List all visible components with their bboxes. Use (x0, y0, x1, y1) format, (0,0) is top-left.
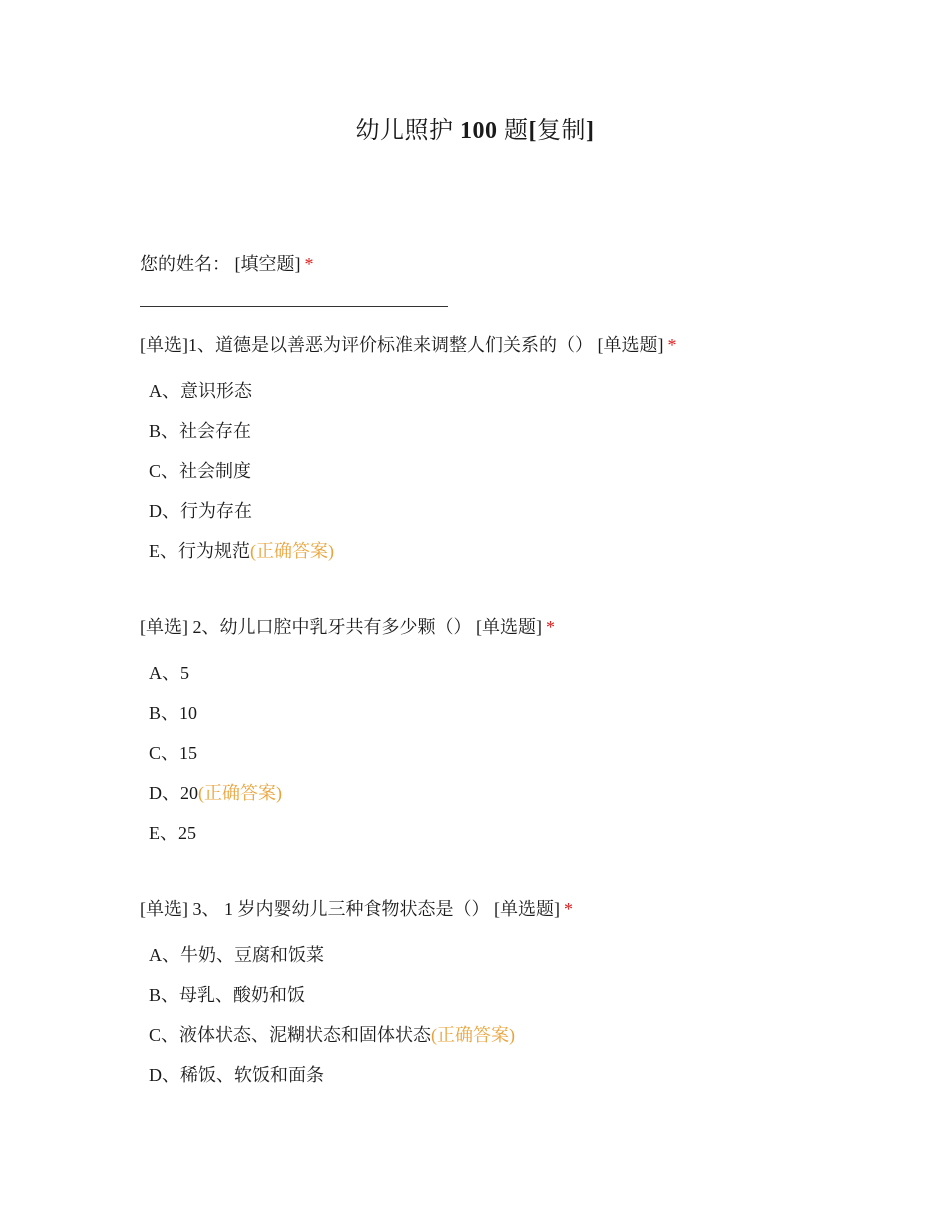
option-label: D、行为存在 (149, 501, 252, 521)
name-answer-line[interactable] (140, 306, 448, 307)
title-text-suffix: 题 (497, 118, 529, 144)
title-number: 100 (460, 118, 498, 144)
page-title (0, 110, 950, 145)
question-text: [单选]1、道德是以善恶为评价标准来调整人们关系的（） (140, 335, 593, 355)
correct-answer-mark: (正确答案) (198, 783, 282, 803)
option-label: B、母乳、酸奶和饭 (149, 985, 306, 1005)
q1-option-d[interactable] (149, 500, 252, 522)
option-label: E、行为规范 (149, 541, 250, 561)
option-label: A、牛奶、豆腐和饭菜 (149, 945, 324, 965)
question-type: [单选题] (494, 899, 560, 919)
option-label: D、20 (149, 783, 198, 803)
required-mark: * (564, 899, 573, 919)
option-label: D、稀饭、软饭和面条 (149, 1065, 324, 1085)
required-mark: * (304, 254, 314, 274)
option-label: E、25 (149, 823, 196, 843)
question-2 (140, 616, 555, 638)
required-mark: * (546, 617, 555, 637)
q1-option-a[interactable] (149, 380, 252, 402)
title-bracket-close: ] (586, 118, 595, 144)
q3-option-d[interactable] (149, 1064, 324, 1086)
title-bracket-open: [ (528, 118, 537, 144)
correct-answer-mark: (正确答案) (250, 541, 334, 561)
q1-option-c[interactable] (149, 460, 251, 482)
option-label: A、5 (149, 663, 189, 683)
question-text: [单选] 2、幼儿口腔中乳牙共有多少颗（） (140, 617, 472, 637)
title-text: 幼儿照护 (355, 118, 460, 144)
question-type: [单选题] (597, 335, 664, 355)
question-type: [单选题] (476, 617, 542, 637)
q2-option-e[interactable] (149, 822, 196, 844)
q3-option-b[interactable] (149, 984, 305, 1006)
question-text: [单选] 3、 1 岁内婴幼儿三种食物状态是（） (140, 899, 490, 919)
option-label: B、社会存在 (149, 421, 252, 441)
question-3 (140, 898, 573, 920)
q3-option-a[interactable] (149, 944, 324, 966)
q1-option-e[interactable] (149, 540, 334, 562)
q3-option-c[interactable] (149, 1024, 515, 1046)
correct-answer-mark: (正确答案) (431, 1025, 516, 1045)
q2-option-d[interactable] (149, 782, 282, 804)
q2-option-b[interactable] (149, 702, 197, 724)
required-mark: * (667, 335, 677, 355)
question-type: [填空题] (234, 254, 301, 274)
option-label: C、社会制度 (149, 461, 252, 481)
q1-option-b[interactable] (149, 420, 251, 442)
name-label: 您的姓名： (140, 254, 230, 274)
q2-option-c[interactable] (149, 742, 197, 764)
title-copy-label: 复制 (537, 118, 586, 144)
option-label: B、10 (149, 703, 198, 723)
option-label: C、液体状态、泥糊状态和固体状态 (149, 1025, 432, 1045)
question-1 (140, 334, 677, 356)
q2-option-a[interactable] (149, 662, 189, 684)
option-label: C、15 (149, 743, 198, 763)
name-question (140, 253, 314, 275)
option-label: A、意识形态 (149, 381, 252, 401)
